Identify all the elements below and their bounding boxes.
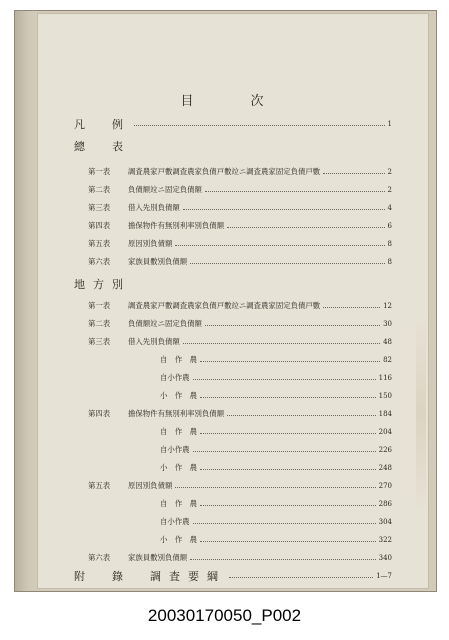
leader-dots	[190, 263, 384, 264]
toc-label: 凡 例	[74, 117, 131, 131]
leader-dots	[227, 227, 384, 228]
toc-entry	[88, 254, 392, 269]
toc-label: 借入先別負債額	[128, 203, 180, 212]
table-number: 第六表	[88, 553, 111, 562]
table-number: 第六表	[88, 257, 111, 266]
toc-label: 自小作農	[160, 445, 190, 454]
toc-label: 原因別負債額	[128, 239, 173, 248]
toc-label: 自 作 農	[160, 355, 197, 364]
leader-dots	[200, 397, 376, 398]
toc-label: 家族員數別負債額	[128, 553, 188, 562]
toc-label: 小 作 農	[160, 463, 197, 472]
toc-section-summary	[74, 138, 392, 153]
toc-page: 150	[378, 391, 392, 400]
section-heading: 總 表	[74, 139, 131, 153]
toc-label: 小 作 農	[160, 391, 197, 400]
leader-dots	[323, 173, 384, 174]
toc-entry	[88, 406, 392, 421]
leader-dots	[193, 451, 376, 452]
toc-page: 304	[378, 517, 392, 526]
toc-subentry	[88, 460, 392, 475]
book-page	[37, 13, 429, 589]
leader-dots	[175, 487, 375, 488]
toc-page: 116	[378, 373, 392, 382]
toc-subentry	[88, 496, 392, 511]
toc-page: 82	[383, 355, 392, 364]
toc-label: 擔保物件有無別利率別負債額	[128, 409, 225, 418]
toc-page: 1—7	[376, 571, 392, 580]
table-number: 第五表	[88, 481, 111, 490]
table-number: 第一表	[88, 301, 111, 310]
toc-label: 小 作 農	[160, 535, 197, 544]
toc-entry	[88, 164, 392, 179]
toc-subentry	[88, 388, 392, 403]
leader-dots	[190, 559, 375, 560]
toc-label: 家族員數別負債額	[128, 257, 188, 266]
toc-page: 270	[378, 481, 392, 490]
leader-dots	[175, 245, 384, 246]
toc-page: 2	[387, 167, 392, 176]
toc-label: 負債額竝ニ固定負債額	[128, 319, 202, 328]
toc-page: 1	[387, 119, 392, 128]
toc-subentry	[88, 442, 392, 457]
toc-label: 調査農家戸數調査農家負債戸數竝ニ調査農家固定負債戸數	[128, 301, 321, 310]
leader-dots	[227, 415, 376, 416]
toc-subentry	[88, 352, 392, 367]
toc-entry	[88, 236, 392, 251]
toc-page: 226	[378, 445, 392, 454]
table-number: 第五表	[88, 239, 111, 248]
page-stain	[416, 314, 426, 514]
toc-page: 12	[383, 301, 392, 310]
toc-page: 2	[387, 185, 392, 194]
leader-dots	[193, 523, 376, 524]
toc-page: 6	[387, 221, 392, 230]
leader-dots	[205, 191, 385, 192]
leader-dots	[205, 325, 380, 326]
section-heading: 地方別	[74, 277, 131, 291]
toc-subentry	[88, 532, 392, 547]
toc-entry	[88, 200, 392, 215]
leader-dots	[183, 343, 380, 344]
toc-page: 322	[378, 535, 392, 544]
toc-label: 擔保物件有無別利率別負債額	[128, 221, 225, 230]
image-caption: 20030170050_P002	[147, 606, 302, 625]
toc-entry	[88, 550, 392, 565]
leader-dots	[200, 433, 376, 434]
toc-page: 8	[387, 239, 392, 248]
toc-page: 184	[378, 409, 392, 418]
toc-entry	[88, 478, 392, 493]
leader-dots	[200, 541, 376, 542]
table-number: 第四表	[88, 409, 111, 418]
toc-label: 自小作農	[160, 517, 190, 526]
toc-entry	[88, 316, 392, 331]
table-number: 第二表	[88, 185, 111, 194]
toc-label: 借入先別負債額	[128, 337, 180, 346]
toc-label: 自小作農	[160, 373, 190, 382]
table-number: 第三表	[88, 203, 111, 212]
toc-label: 附 錄 調査要綱	[74, 569, 226, 583]
leader-dots	[229, 577, 373, 578]
toc-page: 30	[383, 319, 392, 328]
leader-dots	[193, 379, 376, 380]
leader-dots	[183, 209, 385, 210]
toc-label: 自 作 農	[160, 427, 197, 436]
toc-entry-preface	[74, 116, 392, 131]
toc-page: 8	[387, 257, 392, 266]
toc-page: 286	[378, 499, 392, 508]
toc-entry-appendix	[74, 568, 392, 583]
page-title: 目 次	[180, 94, 286, 109]
toc-page: 204	[378, 427, 392, 436]
leader-dots	[323, 307, 380, 308]
toc-subentry	[88, 514, 392, 529]
toc-entry	[88, 298, 392, 313]
toc-subentry	[88, 370, 392, 385]
leader-dots	[134, 125, 385, 126]
table-number: 第二表	[88, 319, 111, 328]
toc-label: 原因別負債額	[128, 481, 173, 490]
book-binding	[15, 11, 33, 591]
toc-page: 340	[378, 553, 392, 562]
toc-page: 4	[387, 203, 392, 212]
leader-dots	[200, 469, 376, 470]
scanned-page-frame	[14, 10, 437, 592]
toc-entry	[88, 334, 392, 349]
toc-entry	[88, 182, 392, 197]
toc-page: 248	[378, 463, 392, 472]
toc-section-regional	[74, 276, 392, 291]
table-number: 第三表	[88, 337, 111, 346]
leader-dots	[200, 505, 376, 506]
toc-label: 自 作 農	[160, 499, 197, 508]
leader-dots	[200, 361, 380, 362]
table-number: 第四表	[88, 221, 111, 230]
toc-label: 調査農家戸數調査農家負債戸數竝ニ調査農家固定負債戸數	[128, 167, 321, 176]
toc-entry	[88, 218, 392, 233]
toc-subentry	[88, 424, 392, 439]
table-number: 第一表	[88, 167, 111, 176]
toc-label: 負債額竝ニ固定負債額	[128, 185, 202, 194]
toc-page: 48	[383, 337, 392, 346]
